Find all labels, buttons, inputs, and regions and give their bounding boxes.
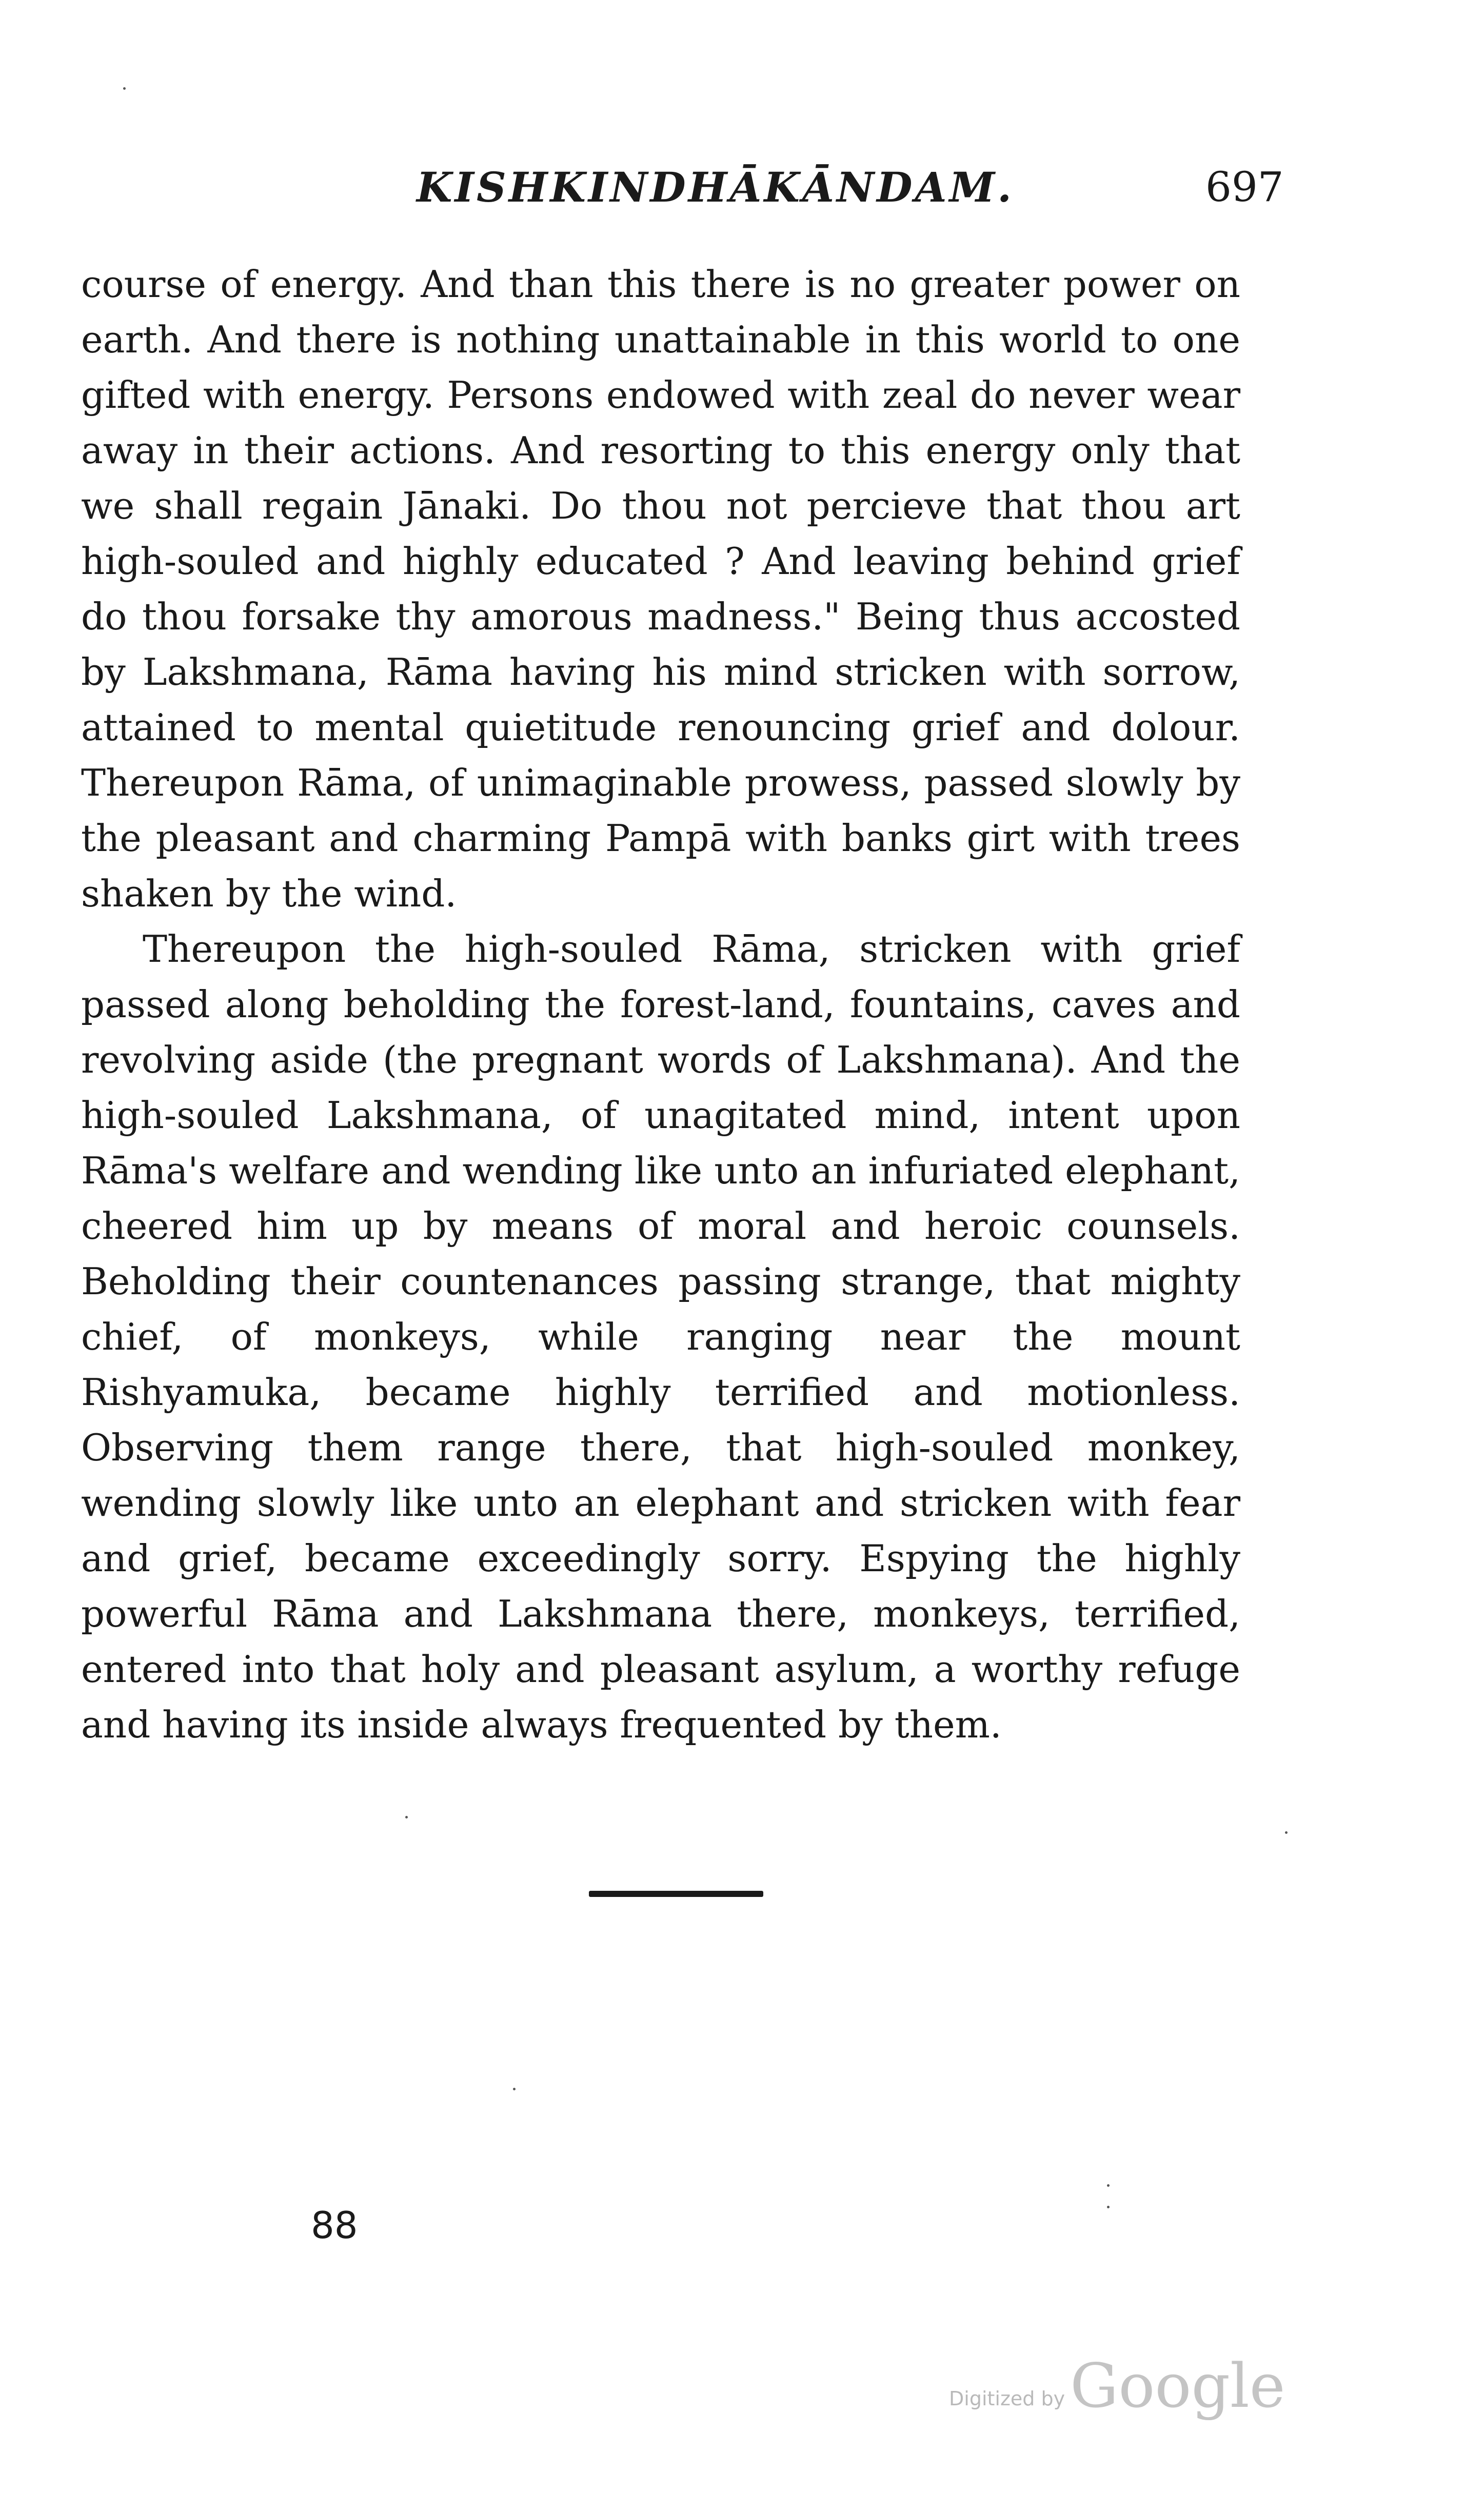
- body-text: [81, 256, 1240, 1752]
- page-number: 697: [1205, 163, 1284, 211]
- section-end-rule: [589, 1891, 763, 1897]
- paragraph-1: course of energy. And than this there is no greater power on earth. And there is nothing unattainable in this world to one gifted with energy. Persons endowed with zeal do never wear away in their actions. And resorting to this energy only that we shall regain Jānaki. Do thou not percieve that thou art high-souled and highly educated ? And leaving behind grief do thou forsake thy amorous madness." Being thus accosted by Lakshmana, Rāma having his mind stricken with sorrow, attained to mental quietitude renouncing grief and dolour. Thereupon Rāma, of unimaginable prowess, passed slowly by the pleasant and charming Pampā with banks girt with trees shaken by the wind.: [81, 263, 1240, 915]
- paragraph-2: Thereupon the high-souled Rāma, stricken with grief passed along beholding the forest-land, fountains, caves and revolving aside (the pregnant words of Lakshmana). And the high-souled Lakshmana, of unagitated mind, intent upon Rāma's welfare and wending like unto an infuriated elephant, cheered him up by means of moral and heroic counsels. Beholding their countenances passing strange, that mighty chief, of monkeys, while ranging near the mount Rishyamuka, became highly terrified and motionless. Observing them range there, that high-souled monkey, wending slowly like unto an elephant and stricken with fear and grief, became exceedingly sorry. Espying the highly powerful Rāma and Lakshmana there, monkeys, terrified, entered into that holy and pleasant asylum, a worthy refuge and having its inside always frequented by them.: [81, 927, 1240, 1746]
- running-title: KISHKINDHĀKĀNDAM.: [417, 163, 1014, 211]
- speck: [513, 2088, 516, 2090]
- signature-mark: 88: [311, 2204, 358, 2247]
- speck: [1285, 1831, 1288, 1834]
- speck: [1107, 2184, 1110, 2187]
- speck: [1107, 2206, 1110, 2208]
- google-logo: Google: [1070, 2350, 1285, 2421]
- watermark-prefix: Digitized by: [949, 2387, 1065, 2410]
- google-digitized-watermark: [949, 2350, 1285, 2421]
- speck: [405, 1816, 408, 1818]
- speck: [123, 87, 126, 90]
